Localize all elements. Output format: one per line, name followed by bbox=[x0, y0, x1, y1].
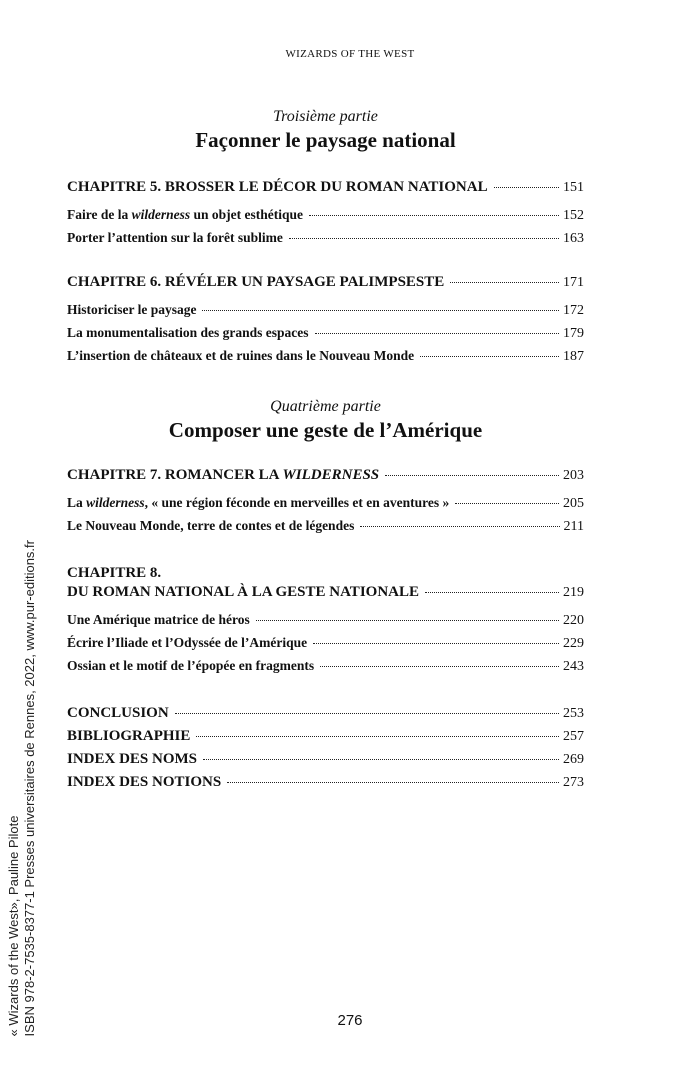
leader-dots bbox=[313, 643, 559, 644]
page-ref: 269 bbox=[563, 752, 584, 767]
section-title: Une Amérique matrice de héros bbox=[67, 612, 250, 627]
section-title: Historiciser le paysage bbox=[67, 302, 197, 317]
page-ref: 172 bbox=[563, 303, 584, 318]
page-number: 276 bbox=[337, 1012, 363, 1029]
toc-section[interactable] bbox=[67, 299, 584, 322]
toc-chapter-6[interactable] bbox=[67, 274, 584, 291]
leader-dots bbox=[256, 620, 559, 621]
side-credit-line: ISBN 978-2-7535-8377-1 Presses universitaires de Rennes, 2022, www.pur-editions.fr bbox=[22, 539, 37, 1036]
running-head: WIZARDS OF THE WEST bbox=[285, 48, 415, 60]
section-title: Porter l’attention sur la forêt sublime bbox=[67, 230, 283, 245]
page-ref: 219 bbox=[563, 585, 584, 600]
toc-section[interactable] bbox=[67, 515, 584, 538]
leader-dots bbox=[203, 759, 559, 760]
toc-section[interactable] bbox=[67, 492, 584, 515]
section-title: La monumentalisation des grands espaces bbox=[67, 325, 309, 340]
toc-index-des-notions[interactable] bbox=[67, 771, 584, 794]
toc-section[interactable] bbox=[67, 227, 584, 250]
page-ref: 163 bbox=[563, 231, 584, 246]
page-ref: 253 bbox=[563, 706, 584, 721]
table-of-contents bbox=[67, 108, 584, 794]
page-ref: 229 bbox=[563, 636, 584, 651]
page-ref: 211 bbox=[563, 519, 584, 534]
toc-conclusion[interactable] bbox=[67, 702, 584, 725]
page-ref: 205 bbox=[563, 496, 584, 511]
page-ref: 220 bbox=[563, 613, 584, 628]
side-credit-line: « Wizards of the West», Pauline Pilote bbox=[6, 815, 21, 1036]
chapter-title: CHAPITRE 5. BROSSER LE DÉCOR DU ROMAN NATIONAL bbox=[67, 179, 488, 195]
chapter-title: CHAPITRE 6. RÉVÉLER UN PAYSAGE PALIMPSESTE bbox=[67, 274, 445, 290]
chapter-title: CHAPITRE 7. ROMANCER LA WILDERNESS bbox=[67, 467, 380, 483]
chapter-8-heading: CHAPITRE 8. bbox=[67, 565, 162, 581]
toc-bibliographie[interactable] bbox=[67, 725, 584, 748]
back-matter-title: CONCLUSION bbox=[67, 705, 169, 721]
leader-dots bbox=[175, 713, 559, 714]
page-ref: 243 bbox=[563, 659, 584, 674]
toc-section[interactable] bbox=[67, 204, 584, 227]
toc-chapter-7[interactable] bbox=[67, 467, 584, 484]
page-ref: 187 bbox=[563, 349, 584, 364]
section-title: Ossian et le motif de l’épopée en fragments bbox=[67, 658, 315, 673]
page-ref: 152 bbox=[563, 208, 584, 223]
page-ref: 179 bbox=[563, 326, 584, 341]
toc-section[interactable] bbox=[67, 655, 584, 678]
back-matter-title: BIBLIOGRAPHIE bbox=[67, 728, 191, 744]
part-label: Troisième partie bbox=[273, 108, 378, 125]
toc-section[interactable] bbox=[67, 609, 584, 632]
leader-dots bbox=[227, 782, 559, 783]
back-matter-title: INDEX DES NOTIONS bbox=[67, 774, 222, 790]
back-matter-title: INDEX DES NOMS bbox=[67, 751, 198, 767]
chapter-title: DU ROMAN NATIONAL À LA GESTE NATIONALE bbox=[67, 584, 419, 600]
toc-index-des-noms[interactable] bbox=[67, 748, 584, 771]
page-ref: 151 bbox=[563, 180, 584, 195]
part-title: Composer une geste de l’Amérique bbox=[168, 418, 483, 442]
leader-dots bbox=[315, 333, 559, 334]
leader-dots bbox=[309, 215, 559, 216]
leader-dots bbox=[450, 282, 559, 283]
toc-section[interactable] bbox=[67, 632, 584, 655]
toc-chapter-8[interactable] bbox=[67, 584, 584, 601]
part-label: Quatrième partie bbox=[270, 398, 381, 415]
toc-section[interactable] bbox=[67, 322, 584, 345]
leader-dots bbox=[360, 526, 559, 527]
leader-dots bbox=[420, 356, 559, 357]
leader-dots bbox=[494, 187, 559, 188]
part-title: Façonner le paysage national bbox=[195, 128, 456, 152]
leader-dots bbox=[196, 736, 559, 737]
leader-dots bbox=[425, 592, 559, 593]
section-title: La wilderness, « une région féconde en merveilles et en aventures » bbox=[67, 495, 450, 510]
leader-dots bbox=[385, 475, 559, 476]
leader-dots bbox=[320, 666, 559, 667]
section-title: Écrire l’Iliade et l’Odyssée de l’Amérique bbox=[67, 635, 308, 650]
leader-dots bbox=[202, 310, 559, 311]
section-title: Faire de la wilderness un objet esthétique bbox=[67, 207, 304, 222]
leader-dots bbox=[455, 503, 559, 504]
section-title: L’insertion de châteaux et de ruines dans le Nouveau Monde bbox=[67, 348, 415, 363]
toc-section[interactable] bbox=[67, 345, 584, 368]
leader-dots bbox=[289, 238, 559, 239]
page-ref: 273 bbox=[563, 775, 584, 790]
section-title: Le Nouveau Monde, terre de contes et de légendes bbox=[67, 518, 355, 533]
page-ref: 171 bbox=[563, 275, 584, 290]
side-credit bbox=[6, 540, 38, 1036]
toc-chapter-5[interactable] bbox=[67, 179, 584, 196]
page-ref: 203 bbox=[563, 468, 584, 483]
page-ref: 257 bbox=[563, 729, 584, 744]
